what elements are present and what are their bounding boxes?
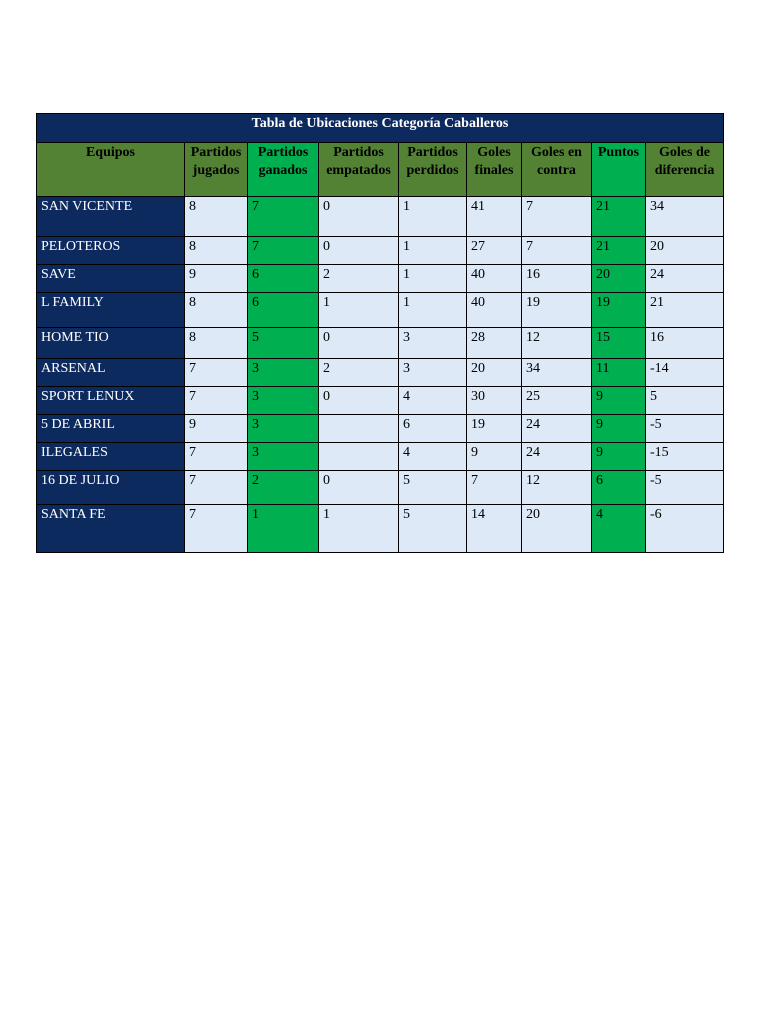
table-row: [37, 505, 724, 553]
header-equipos: Equipos: [37, 143, 185, 197]
team-name-cell: PELOTEROS: [37, 237, 185, 265]
partidos-ganados-cell: 5: [248, 328, 319, 359]
goles-de-diferencia-cell: -5: [646, 471, 724, 505]
table-row: [37, 197, 724, 237]
team-name-cell: HOME TIO: [37, 328, 185, 359]
partidos-jugados-cell: 8: [185, 237, 248, 265]
puntos-cell: 9: [592, 443, 646, 471]
goles-de-diferencia-cell: 24: [646, 265, 724, 293]
goles-en-contra-cell: 12: [522, 471, 592, 505]
goles-de-diferencia-cell: -14: [646, 359, 724, 387]
partidos-ganados-cell: 1: [248, 505, 319, 553]
partidos-perdidos-cell: 3: [399, 328, 467, 359]
partidos-perdidos-cell: 5: [399, 471, 467, 505]
team-name-cell: SAVE: [37, 265, 185, 293]
header-puntos: Puntos: [592, 143, 646, 197]
partidos-perdidos-cell: 4: [399, 443, 467, 471]
puntos-cell: 9: [592, 415, 646, 443]
header-partidos-empatados: Partidos empatados: [319, 143, 399, 197]
table-row: [37, 265, 724, 293]
partidos-ganados-cell: 2: [248, 471, 319, 505]
partidos-perdidos-cell: 1: [399, 293, 467, 328]
table-row: [37, 237, 724, 265]
puntos-cell: 6: [592, 471, 646, 505]
partidos-jugados-cell: 7: [185, 443, 248, 471]
team-name-cell: SANTA FE: [37, 505, 185, 553]
goles-finales-cell: 27: [467, 237, 522, 265]
goles-finales-cell: 40: [467, 265, 522, 293]
partidos-ganados-cell: 6: [248, 293, 319, 328]
header-goles-de-diferencia: Goles de diferencia: [646, 143, 724, 197]
partidos-perdidos-cell: 4: [399, 387, 467, 415]
puntos-cell: 20: [592, 265, 646, 293]
table-body: [37, 197, 724, 553]
goles-finales-cell: 9: [467, 443, 522, 471]
partidos-perdidos-cell: 1: [399, 237, 467, 265]
goles-finales-cell: 41: [467, 197, 522, 237]
partidos-ganados-cell: 6: [248, 265, 319, 293]
goles-finales-cell: 14: [467, 505, 522, 553]
team-name-cell: ILEGALES: [37, 443, 185, 471]
partidos-jugados-cell: 8: [185, 197, 248, 237]
goles-finales-cell: 19: [467, 415, 522, 443]
partidos-ganados-cell: 3: [248, 443, 319, 471]
header-goles-en-contra: Goles en contra: [522, 143, 592, 197]
partidos-ganados-cell: 7: [248, 197, 319, 237]
goles-finales-cell: 7: [467, 471, 522, 505]
goles-finales-cell: 40: [467, 293, 522, 328]
partidos-empatados-cell: 0: [319, 328, 399, 359]
table-row: [37, 415, 724, 443]
goles-en-contra-cell: 34: [522, 359, 592, 387]
partidos-jugados-cell: 7: [185, 387, 248, 415]
goles-en-contra-cell: 12: [522, 328, 592, 359]
partidos-jugados-cell: 7: [185, 505, 248, 553]
team-name-cell: 5 DE ABRIL: [37, 415, 185, 443]
table-title-row: [37, 114, 724, 143]
goles-en-contra-cell: 19: [522, 293, 592, 328]
table-row: [37, 293, 724, 328]
partidos-jugados-cell: 7: [185, 359, 248, 387]
puntos-cell: 11: [592, 359, 646, 387]
partidos-jugados-cell: 9: [185, 265, 248, 293]
partidos-empatados-cell: 2: [319, 359, 399, 387]
goles-en-contra-cell: 16: [522, 265, 592, 293]
partidos-perdidos-cell: 6: [399, 415, 467, 443]
partidos-ganados-cell: 3: [248, 415, 319, 443]
table-row: [37, 328, 724, 359]
partidos-ganados-cell: 3: [248, 387, 319, 415]
puntos-cell: 19: [592, 293, 646, 328]
goles-en-contra-cell: 25: [522, 387, 592, 415]
table-row: [37, 471, 724, 505]
table-title: Tabla de Ubicaciones Categoría Caballeros: [37, 114, 724, 143]
partidos-empatados-cell: 1: [319, 505, 399, 553]
goles-en-contra-cell: 7: [522, 197, 592, 237]
team-name-cell: SAN VICENTE: [37, 197, 185, 237]
partidos-jugados-cell: 7: [185, 471, 248, 505]
goles-de-diferencia-cell: 20: [646, 237, 724, 265]
header-partidos-jugados: Partidos jugados: [185, 143, 248, 197]
goles-de-diferencia-cell: 34: [646, 197, 724, 237]
goles-en-contra-cell: 20: [522, 505, 592, 553]
team-name-cell: ARSENAL: [37, 359, 185, 387]
table-header-row: [37, 143, 724, 197]
goles-de-diferencia-cell: -6: [646, 505, 724, 553]
partidos-empatados-cell: 1: [319, 293, 399, 328]
puntos-cell: 9: [592, 387, 646, 415]
partidos-jugados-cell: 8: [185, 293, 248, 328]
goles-finales-cell: 30: [467, 387, 522, 415]
puntos-cell: 21: [592, 237, 646, 265]
puntos-cell: 4: [592, 505, 646, 553]
team-name-cell: 16 DE JULIO: [37, 471, 185, 505]
goles-en-contra-cell: 24: [522, 415, 592, 443]
table-row: [37, 387, 724, 415]
partidos-ganados-cell: 3: [248, 359, 319, 387]
header-partidos-perdidos: Partidos perdidos: [399, 143, 467, 197]
partidos-perdidos-cell: 1: [399, 265, 467, 293]
table-row: [37, 359, 724, 387]
partidos-perdidos-cell: 1: [399, 197, 467, 237]
partidos-empatados-cell: 0: [319, 471, 399, 505]
goles-de-diferencia-cell: -15: [646, 443, 724, 471]
table-row: [37, 443, 724, 471]
header-partidos-ganados: Partidos ganados: [248, 143, 319, 197]
partidos-perdidos-cell: 5: [399, 505, 467, 553]
goles-de-diferencia-cell: 21: [646, 293, 724, 328]
puntos-cell: 21: [592, 197, 646, 237]
team-name-cell: L FAMILY: [37, 293, 185, 328]
partidos-empatados-cell: 0: [319, 387, 399, 415]
partidos-empatados-cell: [319, 415, 399, 443]
goles-de-diferencia-cell: -5: [646, 415, 724, 443]
team-name-cell: SPORT LENUX: [37, 387, 185, 415]
partidos-ganados-cell: 7: [248, 237, 319, 265]
partidos-empatados-cell: 2: [319, 265, 399, 293]
partidos-empatados-cell: [319, 443, 399, 471]
partidos-jugados-cell: 9: [185, 415, 248, 443]
puntos-cell: 15: [592, 328, 646, 359]
partidos-jugados-cell: 8: [185, 328, 248, 359]
partidos-empatados-cell: 0: [319, 237, 399, 265]
partidos-empatados-cell: 0: [319, 197, 399, 237]
goles-finales-cell: 20: [467, 359, 522, 387]
goles-en-contra-cell: 7: [522, 237, 592, 265]
partidos-perdidos-cell: 3: [399, 359, 467, 387]
goles-en-contra-cell: 24: [522, 443, 592, 471]
header-goles-finales: Goles finales: [467, 143, 522, 197]
goles-de-diferencia-cell: 16: [646, 328, 724, 359]
standings-table: [36, 113, 724, 553]
goles-de-diferencia-cell: 5: [646, 387, 724, 415]
goles-finales-cell: 28: [467, 328, 522, 359]
